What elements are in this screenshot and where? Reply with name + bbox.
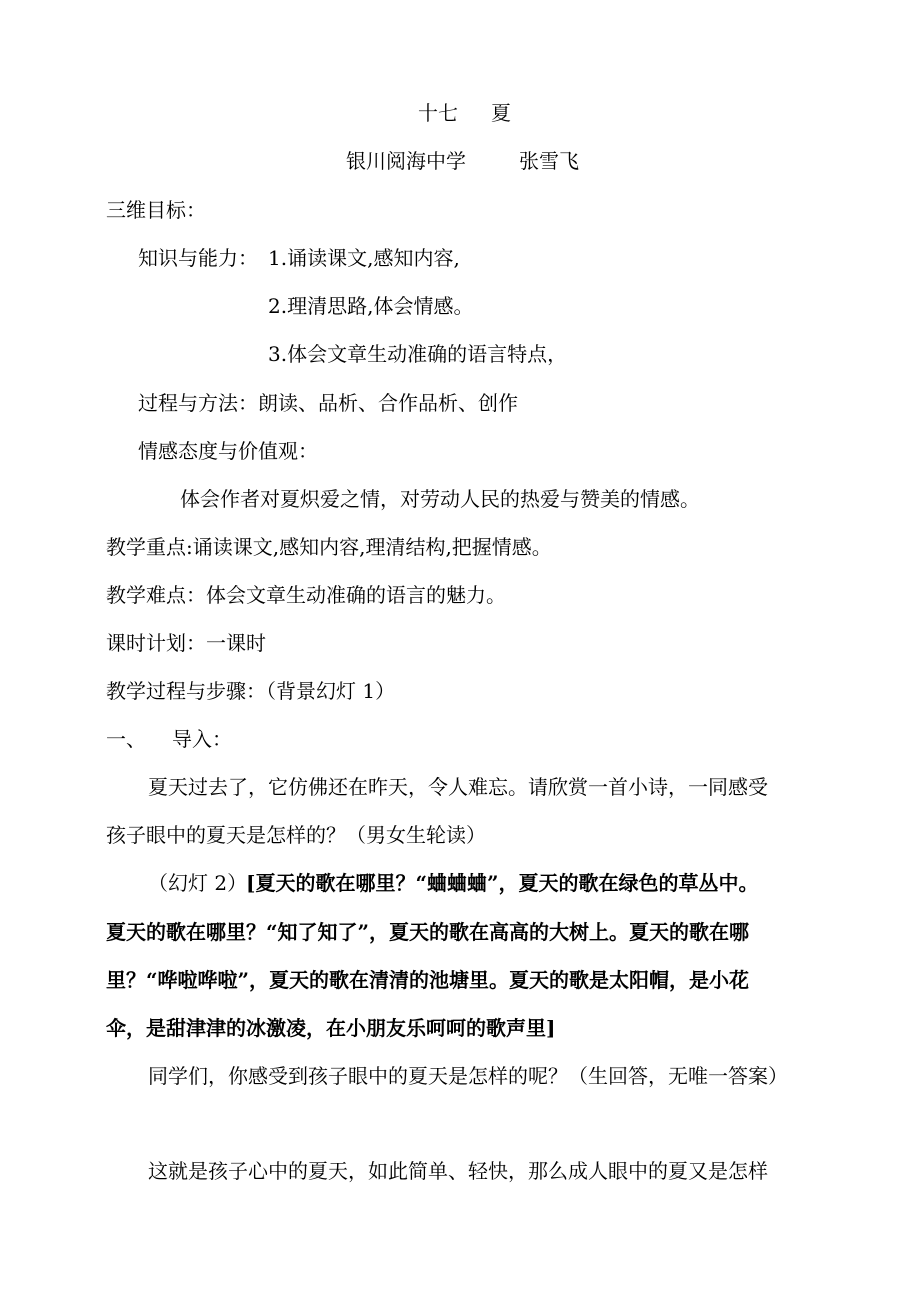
intro-line-1: 夏天过去了，它仿佛还在昨天，令人难忘。请欣赏一首小诗，一同感受 [148,775,768,799]
poem-line-4: 伞，是甜津津的冰激凌，在小朋友乐呵呵的歌声里] [106,1016,556,1040]
key-point: 教学重点:诵读课文,感知内容,理清结构,把握情感。 [106,535,552,559]
question: 同学们，你感受到孩子眼中的夏天是怎样的呢？（生回答，无唯一答案） [148,1064,788,1088]
closing-line: 这就是孩子心中的夏天，如此简单、轻快，那么成人眼中的夏又是怎样 [148,1159,768,1183]
knowledge-label: 知识与能力： [138,246,258,270]
intro-line-2: 孩子眼中的夏天是怎样的？（男女生轮读） [106,823,486,847]
section-title: 导入： [172,727,232,751]
emotion-text: 体会作者对夏炽爱之情，对劳动人民的热爱与赞美的情感。 [180,487,700,511]
title-number: 十七 [418,101,458,125]
knowledge-item-2: 2.理清思路,体会情感。 [268,294,474,318]
difficulty: 教学难点：体会文章生动准确的语言的魅力。 [106,583,506,607]
objectives-heading: 三维目标： [106,198,206,222]
process-objective: 过程与方法：朗读、品析、合作品析、创作 [138,391,518,415]
poem-line-2: 夏天的歌在哪里？“知了知了”，夏天的歌在高高的大树上。夏天的歌在哪 [106,920,750,944]
emotion-label: 情感态度与价值观： [138,439,318,463]
knowledge-item-3: 3.体会文章生动准确的语言特点， [268,342,568,366]
schedule: 课时计划：一课时 [106,631,266,655]
slide2-prefix: （幻灯 2） [148,871,248,895]
knowledge-item-1: 1.诵读课文,感知内容, [268,246,460,270]
title-word: 夏 [491,101,511,125]
author-school: 银川阅海中学 [346,149,466,173]
poem-line-1: [夏天的歌在哪里？“蛐蛐蛐”，夏天的歌在绿色的草丛中。 [246,871,759,895]
section-number: 一、 [106,727,146,751]
author-name: 张雪飞 [519,149,579,173]
poem-line-3: 里？“哗啦哗啦”，夏天的歌在清清的池塘里。夏天的歌是太阳帽，是小花 [106,968,750,992]
steps-heading: 教学过程与步骤：（背景幻灯 1） [106,679,396,703]
